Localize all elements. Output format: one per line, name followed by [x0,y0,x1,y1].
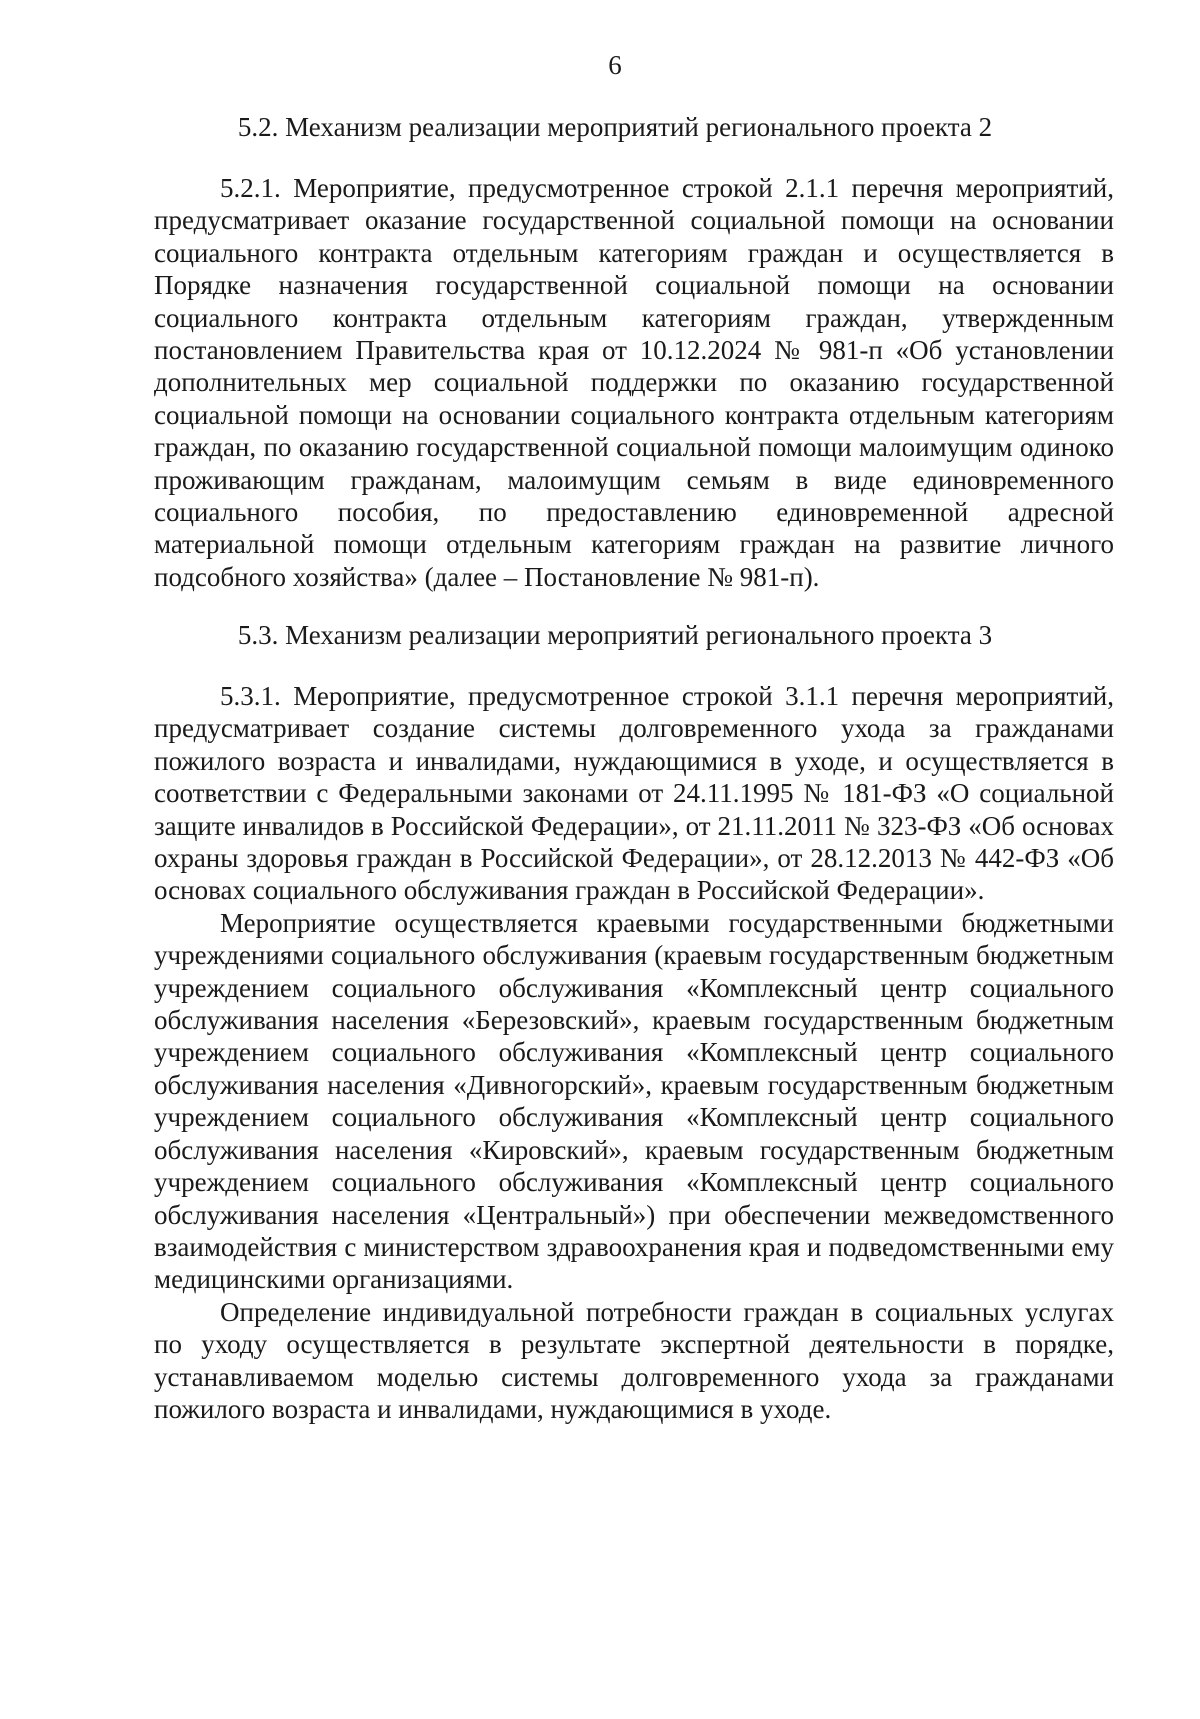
section-5-3-body [154,680,1114,1425]
paragraph-5-2-1: 5.2.1. Мероприятие, предусмотренное строкой 2.1.1 перечня мероприятий, предусматривает оказание государственной социальной помощи на основании социального контракта отдельным категориям граждан и осуществляется в Порядке назначения государственной социальной помощи на основании социального контракта отдельным категориям граждан, утвержденным постановлением Правительства края от 10.12.2024 № 981-п «Об установлении дополнительных мер социальной поддержки по оказанию государственной социальной помощи на основании социального контракта отдельным категориям граждан, по оказанию государственной социальной помощи малоимущим одиноко проживающим гражданам, малоимущим семьям в виде единовременного социального пособия, по предоставлению единовременной адресной материальной помощи отдельным категориям граждан на развитие личного подсобного хозяйства» (далее – Постановление № 981-п). [154,173,1114,592]
section-heading-5-2: 5.2. Механизм реализации мероприятий регионального проекта 2 [237,112,993,142]
page-number: 6 [608,50,622,80]
section-heading-5-3: 5.3. Механизм реализации мероприятий регионального проекта 3 [237,620,993,650]
paragraph-5-3-1: 5.3.1. Мероприятие, предусмотренное строкой 3.1.1 перечня мероприятий, предусматривает создание системы долговременного ухода за гражданами пожилого возраста и инвалидами, нуждающимися в уходе, и осуществляется в соответствии с Федеральными законами от 24.11.1995 № 181-ФЗ «О социальной защите инвалидов в Российской Федерации», от 21.11.2011 № 323-ФЗ «Об основах охраны здоровья граждан в Российской Федерации», от 28.12.2013 № 442-ФЗ «Об основах социального обслуживания граждан в Российской Федерации». [154,681,1114,906]
paragraph-5-3-needs-assessment: Определение индивидуальной потребности граждан в социальных услугах по уходу осуществляется в результате экспертной деятельности в порядке, устанавливаемом моделью системы долговременного ухода за гражданами пожилого возраста и инвалидами, нуждающимися в уходе. [154,1296,1114,1424]
paragraph-5-3-executors: Мероприятие осуществляется краевыми государственными бюджетными учреждениями социального обслуживания (краевым государственным бюджетным учреждением социального обслуживания «Комплексный центр социального обслуживания населения «Березовский», краевым государственным бюджетным учреждением социального обслуживания «Комплексный центр социального обслуживания населения «Дивногорский», краевым государственным бюджетным учреждением социального обслуживания «Комплексный центр социального обслуживания населения «Кировский», краевым государственным бюджетным учреждением социального обслуживания «Комплексный центр социального обслуживания населения «Центральный») при обеспечении межведомственного взаимодействия с министерством здравоохранения края и подведомственными ему медицинскими организациями. [154,907,1114,1295]
section-5-2-body [154,172,1114,593]
